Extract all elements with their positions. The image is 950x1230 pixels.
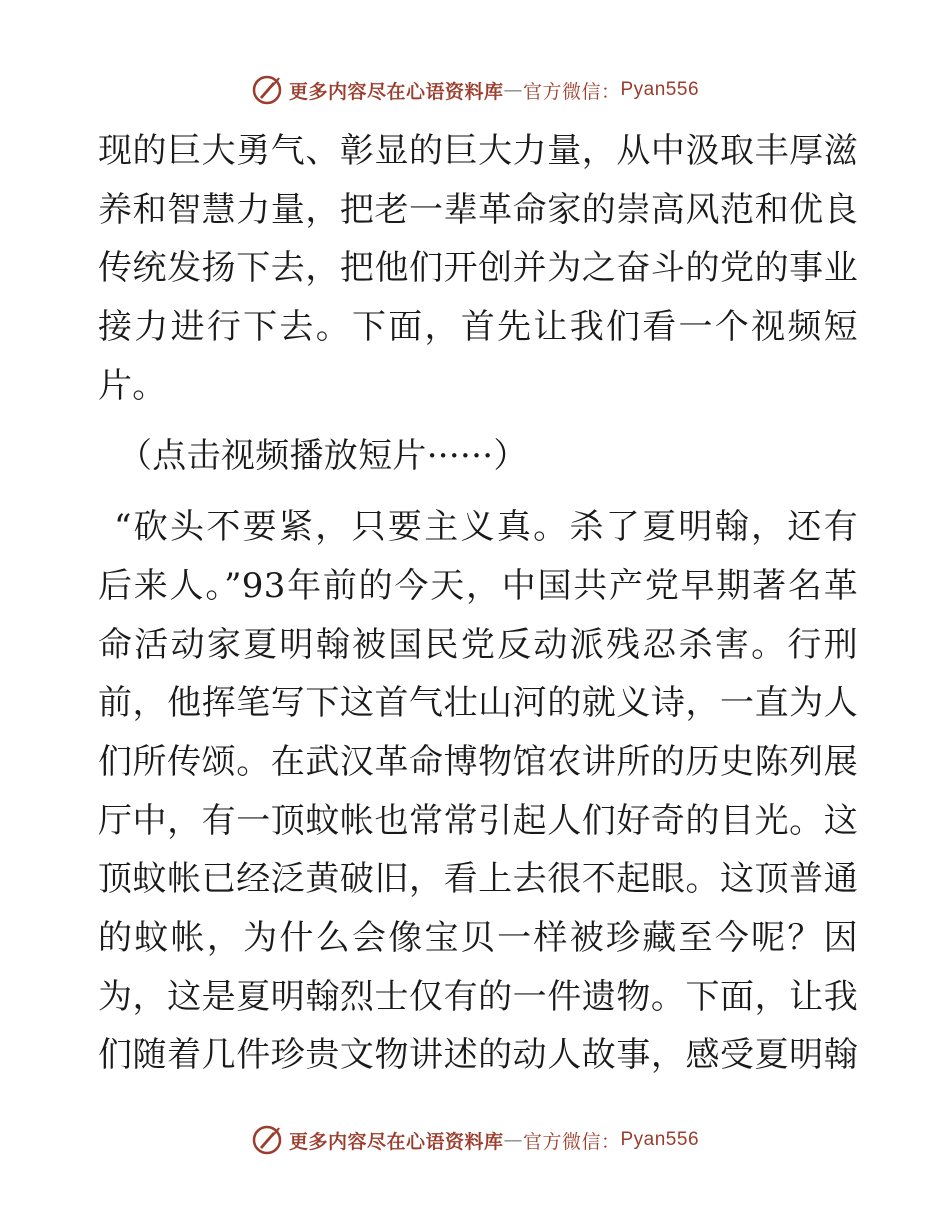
red-quill-seal-icon [251,74,283,106]
paragraph-1 [98,122,858,415]
footer-separator: — [503,1129,523,1151]
text-line: 的蚊帐，为什么会像宝贝一样被珍藏至今呢？因 [98,917,858,958]
paragraph-3 [98,498,858,1085]
text-line: 为，这是夏明翰烈士仅有的一件遗物。下面，让我 [98,976,858,1017]
text-line: 片。 [98,365,167,406]
header-wechat-label: 官方微信： [522,80,621,103]
red-quill-seal-icon [251,1124,283,1156]
header-separator: — [503,79,523,101]
text-line: 们随着几件珍贵文物讲述的动人故事，感受夏明翰 [98,1035,858,1076]
footer-site-name: 更多内容尽在心语资料库 [288,1130,504,1153]
text-line: 传统发扬下去，把他们开创并为之奋斗的党的事业 [98,248,858,289]
text-line: 前，他挥笔写下这首气壮山河的就义诗，一直为人 [98,683,858,724]
footer-banner [0,1120,950,1160]
header-banner [0,70,950,110]
header-wechat-id: Pyan556 [620,79,700,100]
footer-wechat-label: 官方微信： [522,1130,621,1153]
paragraph-2 [98,427,858,486]
text-line: 们所传颂。在武汉革命博物馆农讲所的历史陈列展 [98,741,858,782]
text-line: 顶蚊帐已经泛黄破旧，看上去很不起眼。这顶普通 [98,859,858,900]
document-body [98,122,858,1085]
text-line: 命活动家夏明翰被国民党反动派残忍杀害。行刑 [98,624,858,665]
text-line: 现的巨大勇气、彰显的巨大力量，从中汲取丰厚滋 [98,131,858,171]
footer-wechat-id: Pyan556 [620,1129,700,1150]
header-site-name: 更多内容尽在心语资料库 [288,80,504,103]
text-line: 后来人。”93年前的今天，中国共产党早期著名革 [98,565,858,606]
text-line: （点击视频播放短片······） [118,436,528,477]
text-line: “砍头不要紧，只要主义真。杀了夏明翰，还有 [114,507,858,548]
text-line: 接力进行下去。下面，首先让我们看一个视频短 [98,307,858,348]
text-line: 厅中，有一顶蚊帐也常常引起人们好奇的目光。这 [98,800,858,841]
text-line: 养和智慧力量，把老一辈革命家的崇高风范和优良 [98,189,858,230]
